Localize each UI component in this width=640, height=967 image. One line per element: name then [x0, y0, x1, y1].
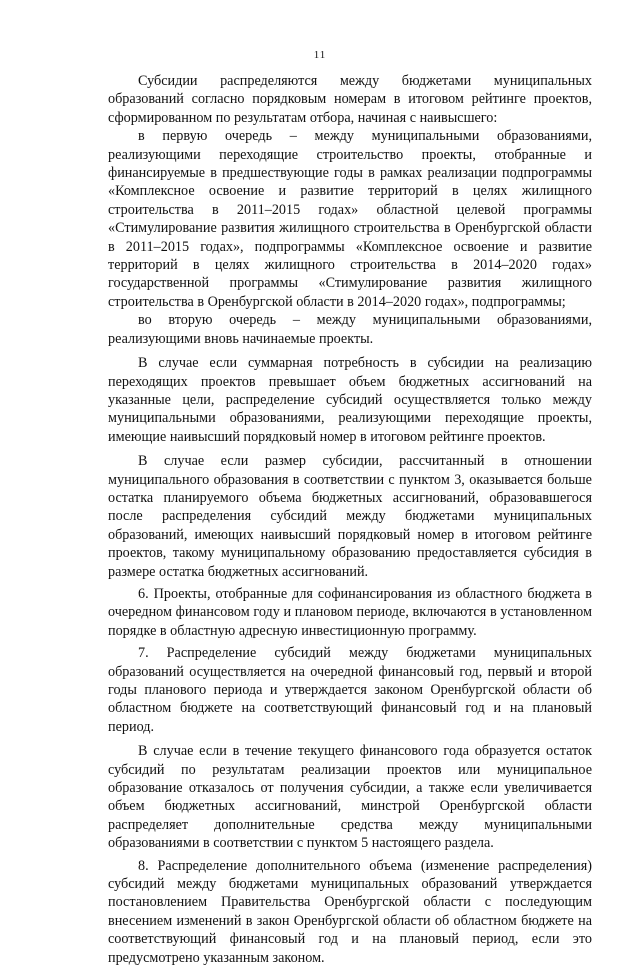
page-number: 11 [313, 49, 327, 61]
paragraph-item-6: 6. Проекты, отобранные для софинансирования из областного бюджета в очередном финансовом году и плановом периоде, включаются в установленном порядке в областную адресную инвестиционную программу. [108, 585, 592, 639]
paragraph-item-7: 7. Распределение субсидий между бюджетами муниципальных образований осуществляется на очередной финансовый год, первый и второй годы планового периода и утверждается законом Оренбургской области об областном бюджете на соответствующий финансовый год и на плановый период. [108, 645, 592, 735]
document-body [108, 72, 592, 967]
paragraph-transitional-projects: В случае если суммарная потребность в субсидии на реализацию переходящих проектов превышает объем бюджетных ассигнований на указанные цели, распределение субсидий осуществляется только между муниципальными образованиями, реализующими переходящие проекты, имеющие наивысший порядковый номер в итоговом рейтинге проектов. [108, 355, 592, 445]
paragraph-second-priority: во вторую очередь – между муниципальными образованиями, реализующими вновь начинаемые проекты. [108, 312, 592, 347]
paragraph-item-8: 8. Распределение дополнительного объема (изменение распределения) субсидий между бюджетами муниципальных образований утверждается постановлением Правительства Оренбургской области с последующим внесением изменений в закон Оренбургской области об областном бюджете на соответствующий финансовый год и на плановый период, если это предусмотрено указанным законом. [108, 857, 592, 966]
paragraph-subsidy-distribution: Субсидии распределяются между бюджетами муниципальных образований согласно порядковым номерам в итоговом рейтинге проектов, сформированном по результатам отбора, начиная с наивысшего: [108, 73, 592, 126]
paragraph-first-priority: в первую очередь – между муниципальными образованиями, реализующими переходящие строительство проекты, отобранные и финансируемые в предшествующие годы в рамках реализации подпрограммы «Комплексное освоение и развитие территорий в целях жилищного строительства в 2011–2015 годах» областной целевой программы «Стимулирование развития жилищного строительства в Оренбургской области в 2011–2015 годах», подпрограммы «Комплексное освоение и развитие территорий в целях жилищного строительства в 2014–2020 годах» государственной программы «Стимулирование развития жилищного строительства в Оренбургской области в 2014–2020 годах», подпрограммы; [108, 128, 592, 310]
paragraph-additional-funds: В случае если в течение текущего финансового года образуется остаток субсидий по результатам реализации проектов или муниципальное образование отказалось от получения субсидии, а также если увеличивается объем бюджетных ассигнований, минстрой Оренбургской области распределяет дополнительные средства между муниципальными образованиями в соответствии с пунктом 5 настоящего раздела. [108, 743, 592, 852]
paragraph-subsidy-remainder: В случае если размер субсидии, рассчитанный в отношении муниципального образования в соответствии с пунктом 3, оказывается больше остатка планируемого объема бюджетных ассигнований, образовавшегося после распределения субсидий между бюджетами муниципальных образований, имеющих наивысший порядковый номер в итоговом рейтинге проектов, такому муниципальному образованию предоставляется субсидия в размере остатка бюджетных ассигнований. [108, 453, 592, 580]
